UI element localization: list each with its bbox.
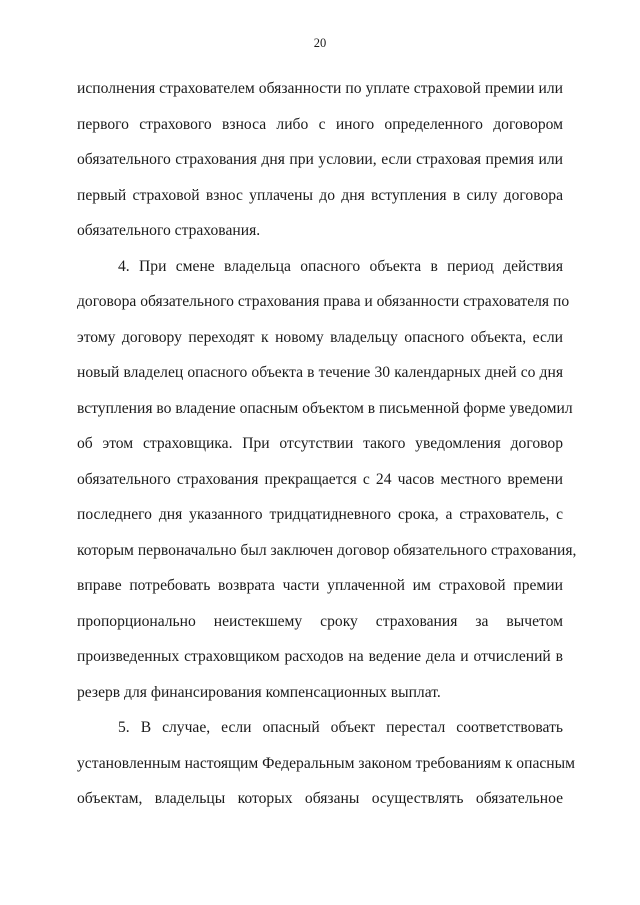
text-line: обязательного страхования. — [77, 222, 261, 239]
paragraph-5-start: 5. В случае, если опасный объект перестал соответствовать — [118, 719, 563, 736]
text-line: обязательного страхования дня при условии, если страховая премия или — [77, 151, 563, 168]
text-line: произведенных страховщиком расходов на ведение дела и отчислений в — [77, 648, 563, 665]
text-line: об этом страховщика. При отсутствии такого уведомления договор — [77, 435, 563, 452]
paragraph-4-start: 4. При смене владельца опасного объекта в период действия — [118, 258, 563, 275]
text-line: обязательного страхования прекращается с 24 часов местного времени — [77, 471, 563, 488]
page-number: 20 — [313, 36, 327, 50]
text-line: объектам, владельцы которых обязаны осуществлять обязательное — [77, 790, 563, 807]
text-line: пропорционально неистекшему сроку страхования за вычетом — [77, 613, 563, 630]
text-line: исполнения страхователем обязанности по уплате страховой премии или — [77, 80, 563, 97]
text-line: последнего дня указанного тридцатидневного срока, а страхователь, с — [77, 506, 563, 523]
text-line: договора обязательного страхования права и обязанности страхователя по — [77, 293, 570, 310]
text-line: резерв для финансирования компенсационных выплат. — [77, 684, 441, 701]
text-line: первого страхового взноса либо с иного определенного договором — [77, 116, 563, 133]
text-line: установленным настоящим Федеральным законом требованиям к опасным — [77, 755, 575, 772]
text-line: этому договору переходят к новому владельцу опасного объекта, если — [77, 329, 563, 346]
text-line: вступления во владение опасным объектом в письменной форме уведомил — [77, 400, 573, 417]
text-line: первый страховой взнос уплачены до дня вступления в силу договора — [77, 187, 563, 204]
text-line: которым первоначально был заключен договор обязательного страхования, — [77, 542, 577, 559]
text-line: новый владелец опасного объекта в течение 30 календарных дней со дня — [77, 364, 563, 381]
text-line: вправе потребовать возврата части уплаченной им страховой премии — [77, 577, 563, 594]
